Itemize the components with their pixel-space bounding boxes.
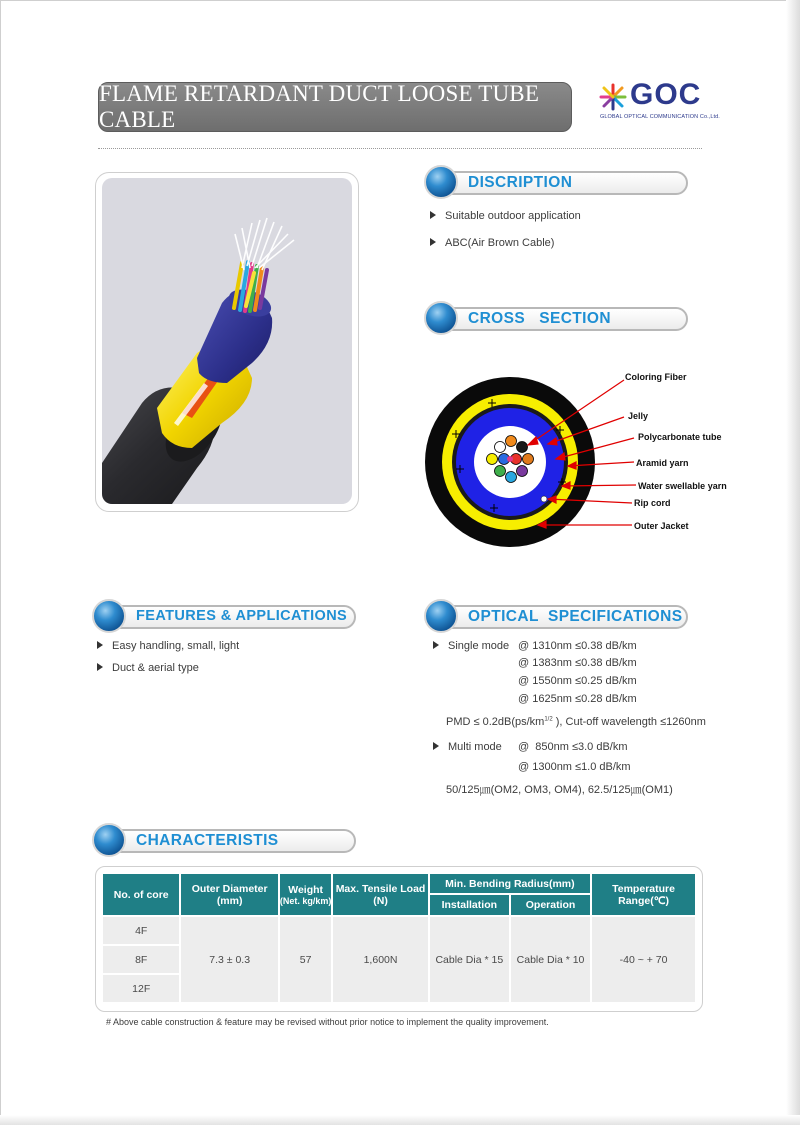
cross-section-heading xyxy=(424,307,688,333)
starburst-logo-icon xyxy=(598,82,628,112)
blue-sphere-icon xyxy=(424,165,458,199)
feature-item: Duct & aerial type xyxy=(97,662,199,674)
triangle-bullet-icon xyxy=(97,641,103,649)
cell-cores: 8F xyxy=(103,946,179,973)
single-mode-spec: @ 1550nm ≤0.25 dB/km xyxy=(518,675,637,687)
cable-photo xyxy=(102,178,352,504)
page-title: FLAME RETARDANT DUCT LOOSE TUBE CABLE xyxy=(99,81,540,132)
features-heading xyxy=(92,605,356,631)
cable-cross-section xyxy=(420,362,750,562)
optical-heading xyxy=(424,605,688,631)
single-mode-spec: @ 1310nm ≤0.38 dB/km xyxy=(518,640,637,652)
header-tensile: Max. Tensile Load (N) xyxy=(333,874,427,915)
callout-outer-jacket: Outer Jacket xyxy=(634,521,689,531)
logo-wordmark: GOC xyxy=(630,78,702,111)
triangle-bullet-icon xyxy=(433,742,439,750)
callout-rip-cord: Rip cord xyxy=(634,498,671,508)
header-temperature: Temperature Range(℃) xyxy=(592,874,695,915)
cell-cores: 4F xyxy=(103,917,179,944)
cross-section-diagram xyxy=(420,362,750,562)
pmd-spec: PMD ≤ $0.2dB(ps/km^{1/2}$ ), Cut-off wavelength ≤1260nm xyxy=(446,716,706,728)
cell-operation: Cable Dia * 10 xyxy=(511,917,590,1002)
characteristics-heading xyxy=(92,829,356,855)
multi-mode-spec: @ 1300nm ≤1.0 dB/km xyxy=(518,761,631,773)
header-bending: Min. Bending Radius(mm) xyxy=(430,874,590,893)
blue-sphere-icon xyxy=(92,823,126,857)
cell-tensile: 1,600N xyxy=(333,917,427,1002)
callout-water-swellable-yarn: Water swellable yarn xyxy=(638,481,727,491)
triangle-bullet-icon xyxy=(430,211,436,219)
description-item: ABC(Air Brown Cable) xyxy=(430,237,554,249)
characteristics-table xyxy=(101,872,697,1004)
footnote: # Above cable construction & feature may be revised without prior notice to implement the quality improvement. xyxy=(106,1017,549,1027)
heading-text: FEATURES & APPLICATIONS xyxy=(136,608,348,624)
cell-outer-diameter: 7.3 ± 0.3 xyxy=(181,917,277,1002)
single-mode-spec: @ 1625nm ≤0.28 dB/km xyxy=(518,693,637,705)
header-cores: No. of core xyxy=(103,874,179,915)
blue-sphere-icon xyxy=(424,599,458,633)
header-operation: Operation xyxy=(511,895,590,915)
triangle-bullet-icon xyxy=(430,238,436,246)
callout-jelly: Jelly xyxy=(628,411,649,421)
single-mode-spec: @ 1383nm ≤0.38 dB/km xyxy=(518,657,637,669)
callout-aramid-yarn: Aramid yarn xyxy=(636,458,689,468)
heading-text: OPTICAL SPECIFICATIONS xyxy=(468,608,683,625)
feature-item: Easy handling, small, light xyxy=(97,640,239,652)
header-installation: Installation xyxy=(430,895,509,915)
header-outer-diameter: Outer Diameter (mm) xyxy=(181,874,277,915)
fiber-types: 50/125㎛(OM2, OM3, OM4), 62.5/125㎛(OM1) xyxy=(446,784,673,796)
logo-subtitle: GLOBAL OPTICAL COMMUNICATION Co.,Ltd. xyxy=(600,114,720,120)
heading-text: DISCRIPTION xyxy=(468,174,573,191)
title-banner xyxy=(98,82,572,132)
multi-mode-spec: @ 850nm ≤3.0 dB/km xyxy=(518,741,628,753)
single-mode-label: Single mode xyxy=(433,640,509,652)
triangle-bullet-icon xyxy=(433,641,439,649)
cell-temperature: -40 ~ + 70 xyxy=(592,917,695,1002)
cell-cores: 12F xyxy=(103,975,179,1002)
blue-sphere-icon xyxy=(92,599,126,633)
page-shadow-bottom xyxy=(0,1115,800,1125)
description-item: Suitable outdoor application xyxy=(430,210,581,222)
multi-mode-label: Multi mode xyxy=(433,741,502,753)
cell-installation: Cable Dia * 15 xyxy=(430,917,509,1002)
header-weight: Weight (Net. kg/km) xyxy=(280,874,332,915)
page-shadow-right xyxy=(786,0,800,1125)
callout-polycarbonate-tube: Polycarbonate tube xyxy=(638,432,722,442)
header-divider xyxy=(98,148,702,149)
triangle-bullet-icon xyxy=(97,663,103,671)
cable-illustration xyxy=(102,178,352,504)
description-heading xyxy=(424,171,688,197)
callout-coloring-fiber: Coloring Fiber xyxy=(625,372,687,382)
heading-text: CROSS SECTION xyxy=(468,310,611,327)
heading-text: CHARACTERISTIS xyxy=(136,832,279,849)
blue-sphere-icon xyxy=(424,301,458,335)
company-logo xyxy=(598,78,720,124)
cell-weight: 57 xyxy=(280,917,332,1002)
